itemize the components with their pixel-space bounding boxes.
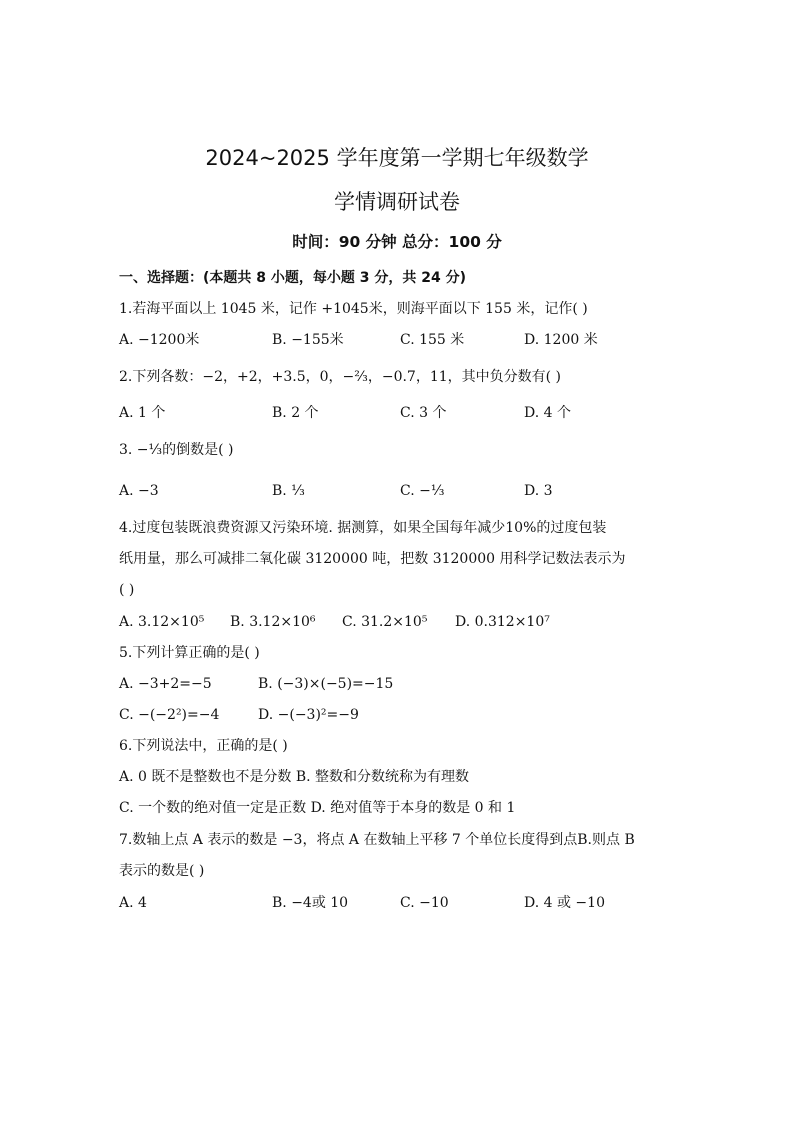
question-5-option-d: D. −(−3)²=−9 — [258, 707, 359, 723]
question-4-option-a: A. 3.12×10⁵ — [119, 614, 205, 630]
exam-title: 2024~2025 学年度第一学期七年级数学 — [205, 146, 589, 170]
question-2-option-a: A. 1 个 — [119, 405, 166, 421]
question-2-option-d: D. 4 个 — [524, 405, 571, 421]
question-7-option-d: D. 4 或 −10 — [524, 895, 605, 911]
question-6-options-cd: C. 一个数的绝对值一定是正数 D. 绝对值等于本身的数是 0 和 1 — [119, 800, 516, 816]
question-1-stem: 1.若海平面以上 1045 米，记作 +1045米，则海平面以下 155 米，记作( ) — [119, 301, 588, 317]
question-4-option-c: C. 31.2×10⁵ — [342, 614, 428, 630]
question-4-option-b: B. 3.12×10⁶ — [230, 614, 316, 630]
question-4-stem-line-3: ( ) — [119, 582, 135, 598]
question-2-option-b: B. 2 个 — [272, 405, 319, 421]
question-1-option-a: A. −1200米 — [119, 332, 200, 348]
question-3-option-b: B. ⅓ — [272, 483, 305, 499]
question-7-option-b: B. −4或 10 — [272, 895, 349, 911]
question-5-option-c: C. −(−2²)=−4 — [119, 707, 220, 723]
question-5-option-a: A. −3+2=−5 — [119, 676, 212, 692]
exam-meta: 时间：90 分钟 总分：100 分 — [292, 233, 502, 251]
question-7-option-a: A. 4 — [119, 895, 147, 911]
question-6-stem: 6.下列说法中，正确的是( ) — [119, 738, 288, 754]
question-5-stem: 5.下列计算正确的是( ) — [119, 645, 260, 661]
question-5-option-b: B. (−3)×(−5)=−15 — [258, 676, 394, 692]
question-1-option-b: B. −155米 — [272, 332, 344, 348]
question-1-option-d: D. 1200 米 — [524, 332, 598, 348]
question-3-option-a: A. −3 — [119, 483, 159, 499]
question-6-options-ab: A. 0 既不是整数也不是分数 B. 整数和分数统称为有理数 — [119, 769, 470, 785]
question-4-stem-line-1: 4.过度包装既浪费资源又污染环境. 据测算，如果全国每年减少10%的过度包装 — [119, 520, 607, 536]
question-7-stem-line-2: 表示的数是( ) — [119, 863, 205, 879]
question-2-option-c: C. 3 个 — [400, 405, 447, 421]
question-7-stem-line-1: 7.数轴上点 A 表示的数是 −3，将点 A 在数轴上平移 7 个单位长度得到点B.则点 B — [119, 832, 635, 848]
question-3-option-c: C. −⅓ — [400, 483, 445, 499]
question-2-stem: 2.下列各数：−2，+2，+3.5，0，−⅔，−0.7，11，其中负分数有( ) — [119, 369, 562, 385]
question-3-stem: 3. −⅓的倒数是( ) — [119, 442, 234, 458]
exam-subtitle: 学情调研试卷 — [334, 190, 460, 214]
section-heading: 一、选择题：(本题共 8 小题，每小题 3 分，共 24 分) — [119, 270, 467, 286]
question-3-option-d: D. 3 — [524, 483, 553, 499]
question-7-option-c: C. −10 — [400, 895, 449, 911]
question-1-option-c: C. 155 米 — [400, 332, 465, 348]
question-4-stem-line-2: 纸用量，那么可减排二氧化碳 3120000 吨，把数 3120000 用科学记数法表示为 — [119, 551, 626, 567]
question-4-option-d: D. 0.312×10⁷ — [455, 614, 550, 630]
